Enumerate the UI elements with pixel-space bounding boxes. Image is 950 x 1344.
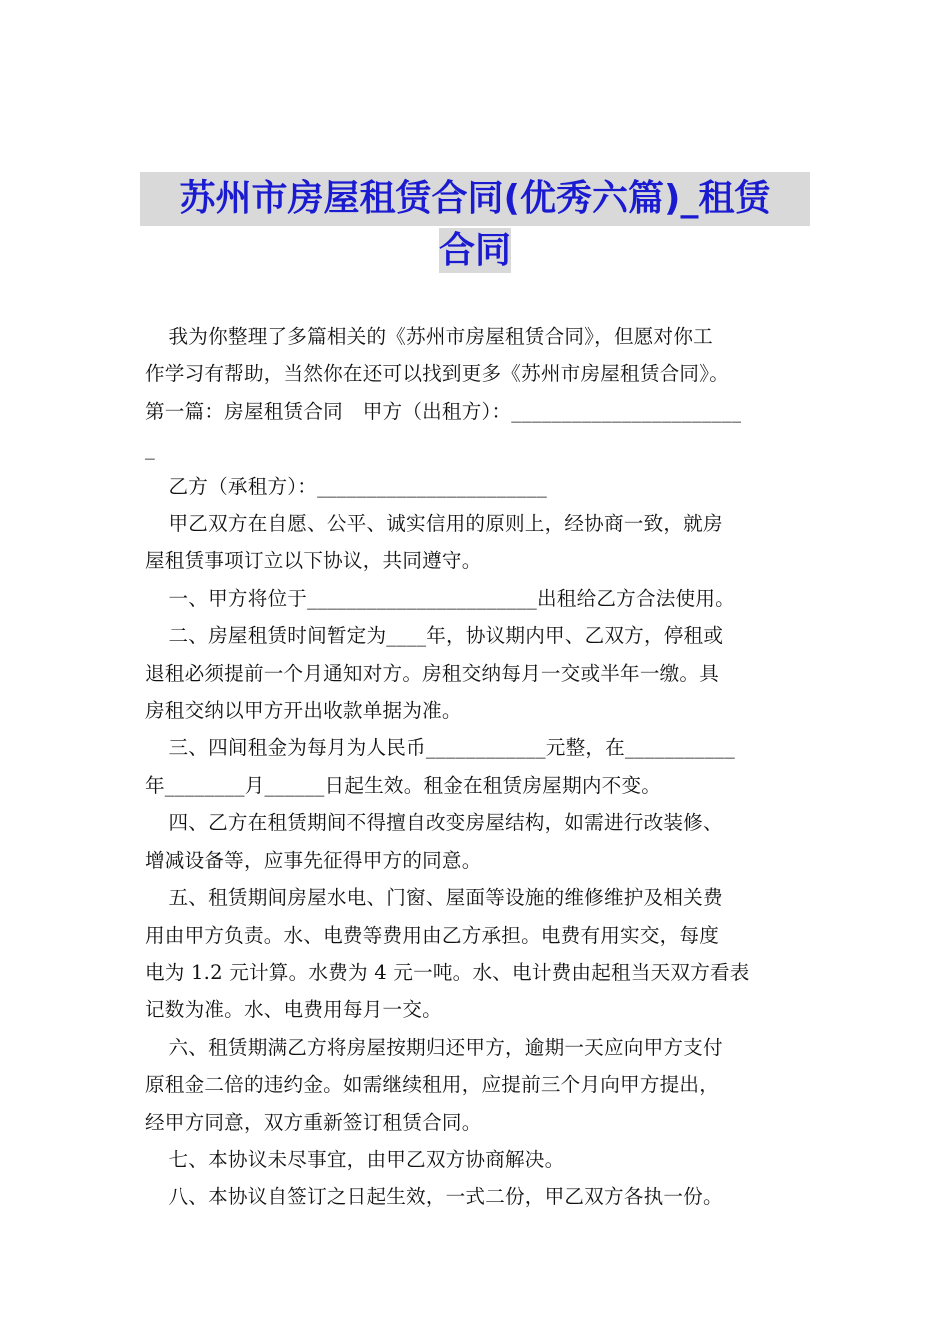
clause-6 [145,1029,810,1066]
clause-2-line-3: 房租交纳以甲方开出收款单据为准。 [145,699,462,723]
clause-6-cont [145,1066,810,1141]
clause-7 [145,1141,810,1178]
agreement-line-1: 甲乙双方在自愿、公平、诚实信用的原则上，经协商一致，就房 [168,512,723,536]
party-b-paragraph [145,468,810,505]
agreement-paragraph [145,505,810,542]
clause-3-line-1: 三、四间租金为每月为人民币____________元整，在___________ [168,736,735,760]
document-title [140,172,810,276]
clause-3-cont [145,767,810,804]
clause-2-line-1: 二、房屋租赁时间暂定为____年，协议期内甲、乙双方，停租或 [168,624,724,648]
intro-paragraph-cont [145,355,810,467]
clause-1-line: 一、甲方将位于_______________________出租给乙方合法使用。 [168,586,735,610]
clause-2 [145,617,810,654]
clause-4-cont [145,842,810,879]
party-b-line: 乙方（承租方）：_______________________ [168,474,547,498]
clause-6-line-2: 原租金二倍的违约金。如需继续租用，应提前三个月向甲方提出， [145,1073,720,1097]
clause-5 [145,879,810,916]
intro-line-1: 我为你整理了多篇相关的《苏州市房屋租赁合同》，但愿对你工 [168,325,713,348]
clause-5-line-2: 用由甲方负责。水、电费等费用由乙方承担。电费有用实交，每度 [145,923,720,947]
clause-5-line-1: 五、租赁期间房屋水电、门窗、屋面等设施的维修维护及相关费 [168,886,723,910]
title-line-2: 合同 [438,230,511,271]
clause-8 [145,1178,810,1215]
clause-5-line-3: 电为 1.2 元计算。水费为 4 元一吨。水、电计费由起租当天双方看表 [145,960,750,984]
clause-4-line-1: 四、乙方在租赁期间不得擅自改变房屋结构，如需进行改装修、 [168,811,723,835]
intro-line-2: 作学习有帮助，当然你在还可以找到更多《苏州市房屋租赁合同》。 [145,362,730,386]
agreement-line-2: 屋租赁事项订立以下协议，共同遵守。 [145,549,482,573]
clause-3-line-2: 年________月______日起生效。租金在租赁房屋期内不变。 [145,773,662,797]
clause-4 [145,804,810,841]
intro-paragraph [145,318,810,355]
clause-6-line-1: 六、租赁期满乙方将房屋按期归还甲方，逾期一天应向甲方支付 [168,1035,723,1059]
document-body [145,318,810,1216]
intro-line-4: _ [145,437,155,461]
title-line-1: 苏州市房屋租赁合同(优秀六篇)_租赁 [140,172,810,226]
clause-4-line-2: 增减设备等，应事先征得甲方的同意。 [145,848,482,872]
clause-6-line-3: 经甲方同意，双方重新签订租赁合同。 [145,1110,482,1134]
clause-1 [145,580,810,617]
clause-5-line-4: 记数为准。水、电费用每月一交。 [145,998,442,1022]
clause-8-line: 八、本协议自签订之日起生效，一式二份，甲乙双方各执一份。 [168,1185,723,1209]
clause-5-cont [145,917,810,1029]
clause-3 [145,729,810,766]
clause-7-line: 七、本协议未尽事宜，由甲乙双方协商解决。 [168,1147,565,1171]
agreement-paragraph-cont [145,542,810,579]
intro-line-3: 第一篇：房屋租赁合同 甲方（出租方）：_______________________ [145,399,742,423]
clause-2-line-2: 退租必须提前一个月通知对方。房租交纳每月一交或半年一缴。具 [145,661,720,685]
clause-2-cont [145,655,810,730]
